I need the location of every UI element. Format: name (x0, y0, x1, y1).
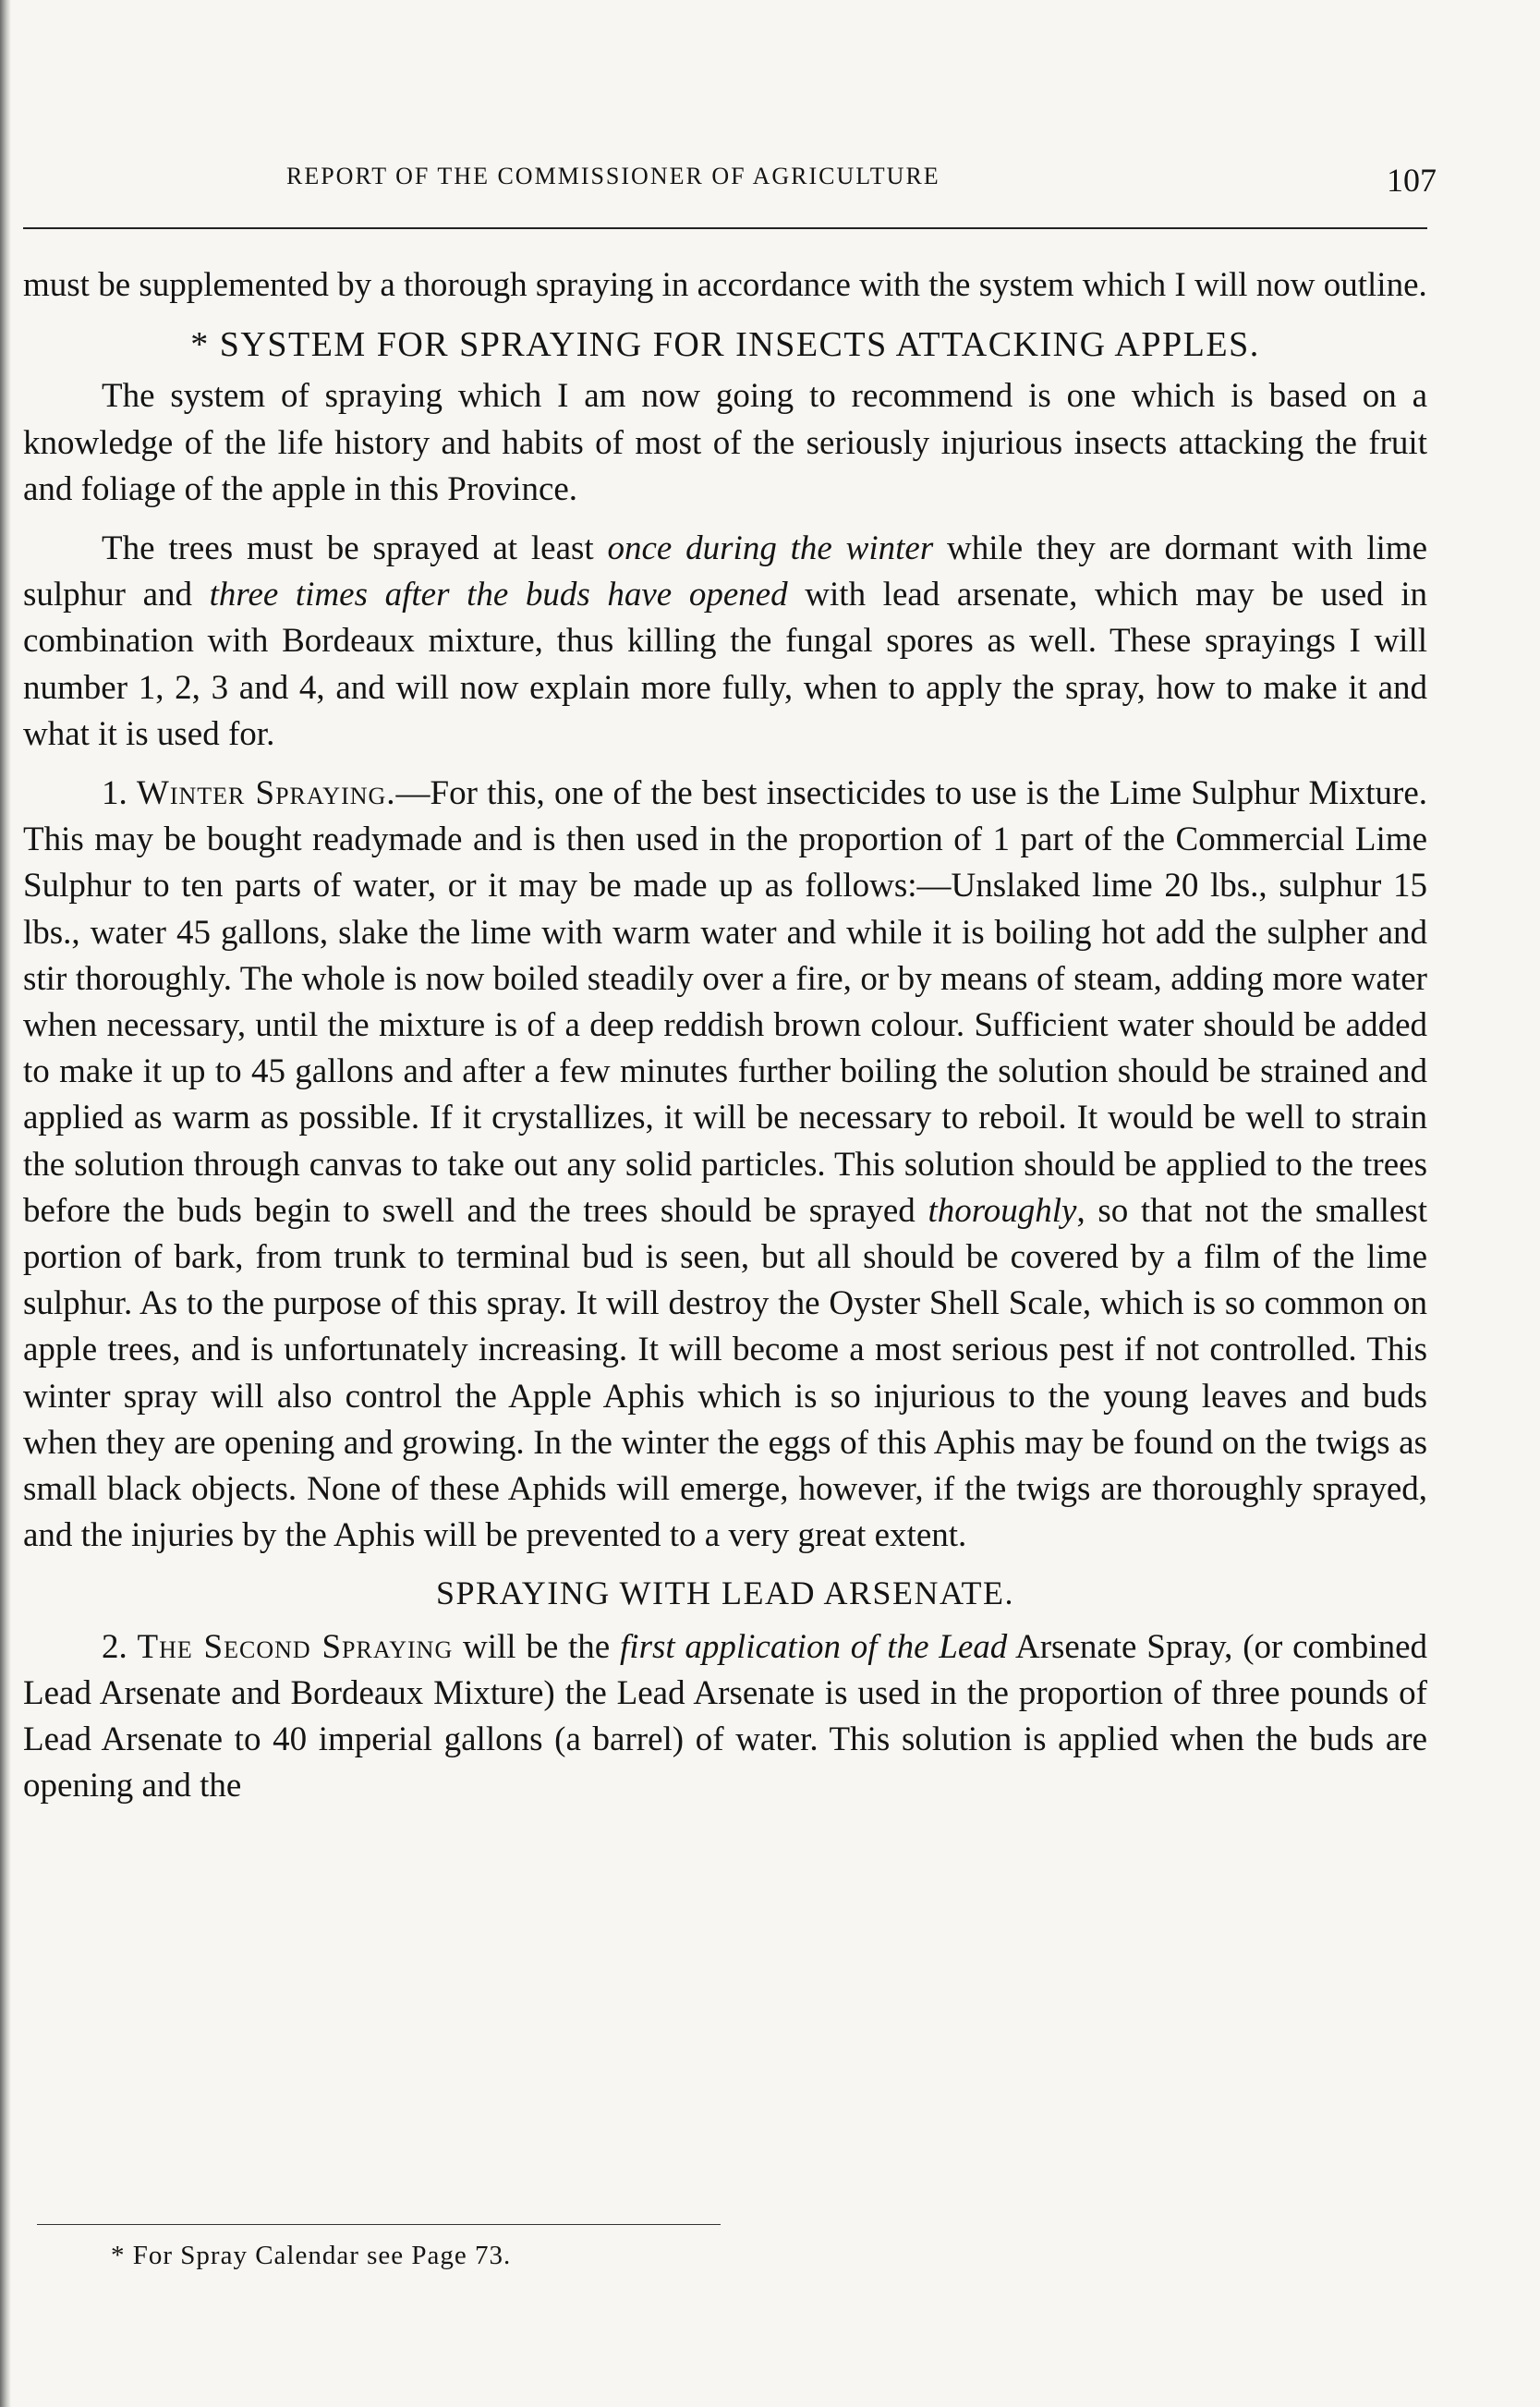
paragraph-system-intro: The system of spraying which I am now going to recommend is one which is based on a knowledge of the life history and habits of most of the seriously injurious insects attacking the fruit and foliage of the apple in this Province. (23, 377, 1427, 508)
item-title-winter-spraying: Winter Spraying. (136, 774, 396, 813)
page-number: 107 (1387, 162, 1437, 199)
emphasis-first-application: first application of the Lead (620, 1627, 1008, 1666)
text-run: —For this, one of the best insecticides to use is the Lime Sulphur Mixture. This may be bought readymade and is then used in the proportion of 1 part of the Commercial Lime Sulphur to ten parts of water, or it may be made up as follows:—Unslaked lime 20 lbs., sulphur 15 lbs., water 45 gallons, slake the lime with warm water and while it is boiling hot add the sulpher and stir thoroughly. The whole is now boiled steadily over a fire, or by means of steam, adding more water when necessary, until the mixture is of a deep reddish brown colour. Sufficient water should be added to make it up to 45 gallons and after a few minutes further boiling the solution should be strained and applied as warm as possible. If it crystallizes, it will be necessary to reboil. It would be well to strain the solution through canvas to take out any solid particles. This solution should be applied to the trees before the buds begin to swell and the trees should be sprayed (23, 774, 1427, 1230)
section-heading-spraying-system: * SYSTEM FOR SPRAYING FOR INSECTS ATTACKING APPLES. (190, 325, 1260, 365)
item-number: 1. (102, 774, 127, 813)
body-text (23, 262, 1427, 1810)
text-run: , so that not the smallest portion of bark, from trunk to terminal bud is seen, but all should be covered by a film of the lime sulphur. As to the purpose of this spray. It will destroy the Oyster Shell Scale, which is so common on apple trees, and is unfortunately increasing. It will become a most serious pest if not controlled. This winter spray will also control the Apple Aphis which is so injurious to the young leaves and buds when they are opening and growing. In the winter the eggs of this Aphis may be found on the twigs as small black objects. None of these Aphids will emerge, however, if the twigs are thoroughly sprayed, and the injuries by the Aphis will be prevented to a very great extent. (23, 1191, 1428, 1555)
footnote: * For Spray Calendar see Page 73. (111, 2241, 512, 2270)
paragraph-spacer (23, 758, 1427, 771)
text-run: while they are dormant with lime sulphur and (23, 529, 1427, 614)
paragraph-spray-schedule (23, 526, 1427, 758)
header-rule (23, 227, 1427, 229)
text-run: with lead arsenate, which may be used in combination with Bordeaux mixture, thus killing the fungal spores as well. These sprayings I will number 1, 2, 3 and 4, and will now explain more fully, when to apply the spray, how to make it and what it is used for. (23, 576, 1427, 753)
text-run: The trees must be sprayed at least (102, 529, 608, 568)
text-run: will be the (453, 1627, 621, 1666)
emphasis-thoroughly: thoroughly (928, 1191, 1077, 1230)
paragraph-second-spraying (23, 1624, 1427, 1810)
section-heading-lead-arsenate: SPRAYING WITH LEAD ARSENATE. (435, 1574, 1015, 1612)
paragraph-spacer (23, 513, 1427, 526)
opening-paragraph: must be supplemented by a thorough spraying in accordance with the system which I will now outline. (23, 266, 1427, 304)
paragraph-winter-spraying (23, 771, 1427, 1559)
item-number: 2. (102, 1627, 127, 1666)
page-edge-shadow (0, 0, 11, 2407)
text-run: Arsenate Spray, (or combined Lead Arsenate and Bordeaux Mixture) the Lead Arsenate is used in the proportion of three pounds of Lead Arsenate to 40 imperial gallons (a barrel) of water. This solution is applied when the buds are opening and the (23, 1627, 1428, 1805)
emphasis-three-times: three times after the buds have opened (209, 576, 788, 614)
footnote-rule (37, 2224, 721, 2225)
running-header (286, 162, 1437, 199)
item-title-second-spraying: The Second Spraying (137, 1627, 454, 1666)
emphasis-once-winter: once during the winter (607, 529, 934, 568)
running-title: REPORT OF THE COMMISSIONER OF AGRICULTURE (286, 163, 940, 189)
